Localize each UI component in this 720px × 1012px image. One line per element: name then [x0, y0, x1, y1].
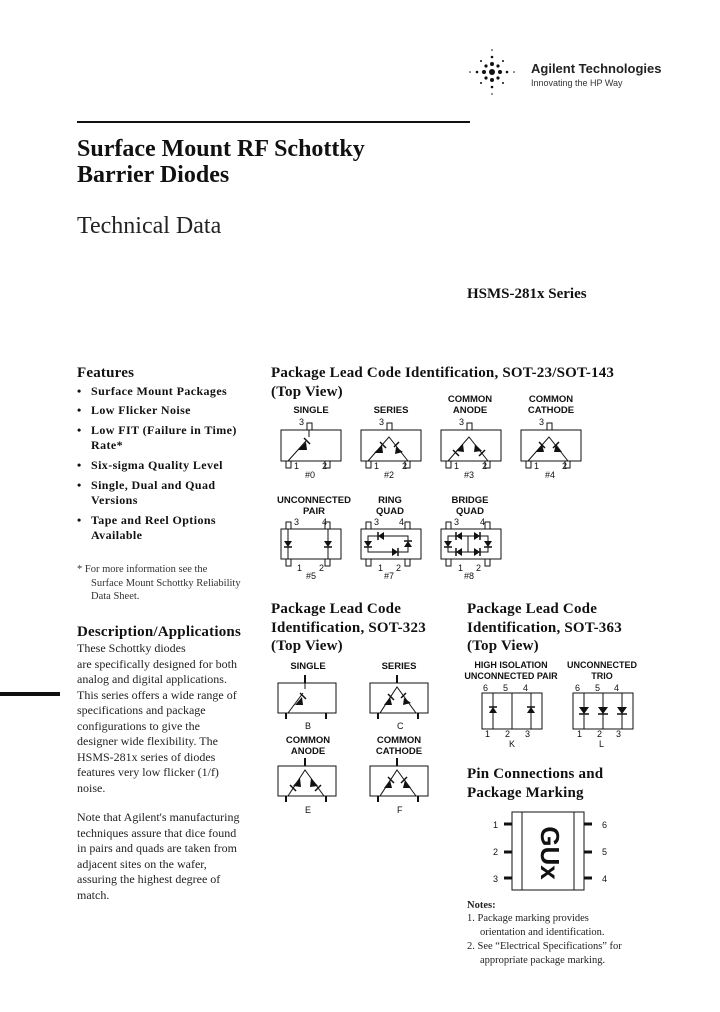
lead-code: #8 [464, 571, 475, 581]
note-1: 1. Package marking provides orientation and identification. [467, 913, 605, 938]
package-marking-text: GUx [535, 826, 565, 880]
lead-code: F [397, 805, 403, 815]
lead-code: L [599, 739, 605, 749]
package-label: SERIES [381, 661, 417, 672]
pin-connections-heading: Pin Connections and Package Marking [467, 766, 604, 801]
sot323-single-package [276, 675, 340, 723]
feature-item-cont: Versions [91, 493, 138, 507]
sot323-common-anode-package [276, 758, 340, 806]
lead-code: B [305, 721, 312, 731]
sot323-common-cathode-package [368, 758, 432, 806]
package-label: UNCONNECTED TRIO [566, 660, 637, 681]
package-label: HIGH ISOLATION UNCONNECTED PAIR [464, 660, 558, 681]
lead-code: C [397, 721, 404, 731]
package-label: COMMON ANODE [447, 394, 493, 416]
package-label: COMMON CATHODE [527, 394, 575, 416]
sot143-bridge-quad-package [436, 517, 506, 579]
package-label: RING QUAD [376, 495, 404, 517]
description-paragraph-1: These Schottky diodes are specifically designed for both analog and digital applications. This series offers a wide range of specifications and package configurations to give the designer wide flexibility. The HSMS-281x series of diodes features very low flicker (1/f) noise. [77, 641, 237, 795]
sot323-heading: Package Lead Code Identification, SOT-323 (Top View) [271, 601, 426, 654]
company-tagline: Innovating the HP Way [531, 78, 623, 88]
description-paragraph-2: Note that Agilent's manufacturing techniques assure that dice found in pairs and quads are taken from adjacent sites on the wafer, assuring the highest degree of match. [77, 810, 240, 902]
lead-code: K [509, 739, 516, 749]
package-label: SINGLE [293, 405, 329, 416]
features-heading: Features [77, 365, 135, 381]
company-name: Agilent Technologies [531, 61, 662, 76]
package-label: UNCONNECTED PAIR [277, 495, 351, 517]
sot323-series-package [368, 675, 432, 723]
notes-heading: Notes: [467, 900, 496, 911]
sot143-unconnected-pair-package [276, 517, 346, 579]
package-label: SERIES [373, 405, 409, 416]
agilent-spark-logo-icon [466, 46, 518, 98]
lead-code: #2 [384, 470, 395, 480]
margin-bar [0, 692, 60, 696]
sot23-heading: Package Lead Code Identification, SOT-23/SOT-143 (Top View) [271, 365, 615, 400]
page-subtitle: Technical Data [77, 213, 222, 239]
package-label: SINGLE [290, 661, 326, 672]
features-footnote: * For more information see the Surface Mount Schottky Reliability Data Sheet. [77, 564, 241, 602]
lead-code: #0 [305, 470, 316, 480]
series-name: HSMS-281x Series [467, 286, 587, 302]
package-label: BRIDGE QUAD [451, 495, 489, 517]
note-2: 2. See “Electrical Specifications” for appropriate package marking. [467, 941, 622, 966]
sot363-heading: Package Lead Code Identification, SOT-363 (Top View) [467, 601, 622, 654]
lead-code: #7 [384, 571, 395, 581]
feature-item-cont: Rate* [91, 438, 123, 452]
feature-item-cont: Available [91, 528, 143, 542]
page-title: Surface Mount RF Schottky Barrier Diodes [77, 136, 365, 188]
package-label: COMMON ANODE [285, 735, 331, 757]
description-heading: Description/Applications [77, 624, 241, 640]
lead-code: E [305, 805, 312, 815]
lead-code: #4 [545, 470, 556, 480]
header-rule [77, 121, 470, 123]
lead-code: #5 [306, 571, 317, 581]
lead-code: #3 [464, 470, 475, 480]
sot143-ring-quad-package [356, 517, 426, 579]
package-label: COMMON CATHODE [375, 735, 423, 757]
